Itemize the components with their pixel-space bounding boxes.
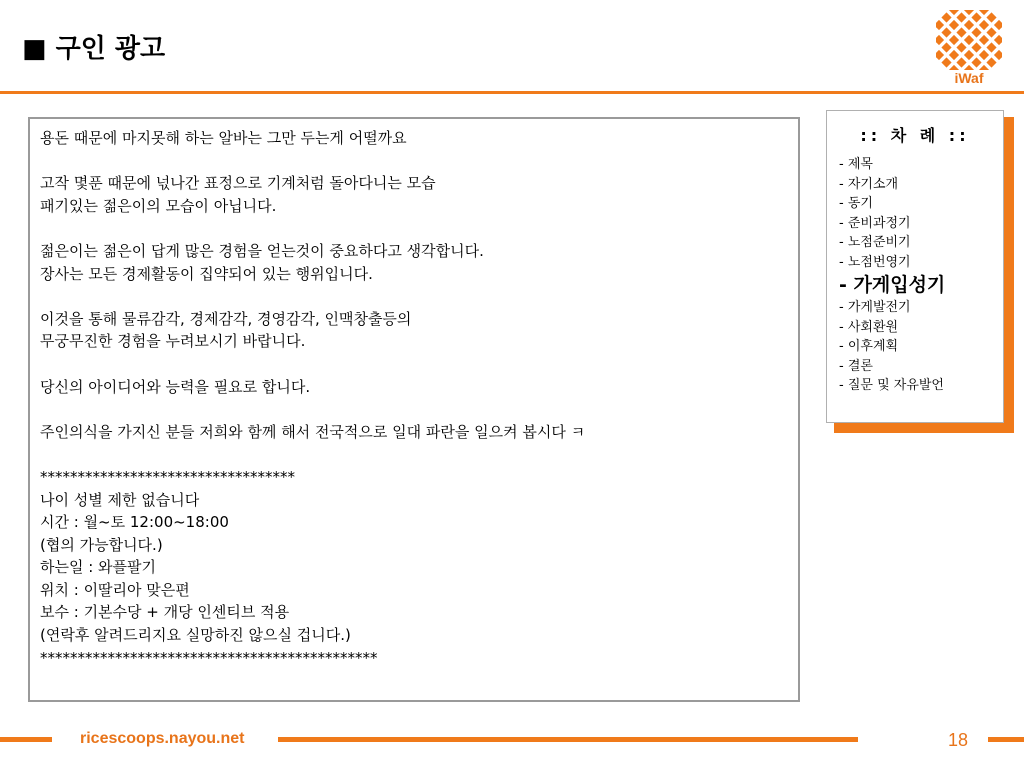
toc-item: - 준비과정기 (839, 215, 911, 231)
logo-cell (956, 12, 966, 22)
logo-cell (971, 12, 981, 22)
text-line: 고작 몇푼 때문에 넋나간 표정으로 기계처럼 돌아다니는 모습 (40, 174, 436, 193)
toc-item: - 결론 (839, 358, 873, 374)
logo-cell (964, 20, 974, 30)
logo-cell (956, 42, 966, 52)
logo-cell (986, 27, 996, 37)
text-line: 이것을 통해 물류감각, 경제감각, 경영감각, 인맥창출등의 (40, 309, 412, 328)
logo-cell (994, 50, 1002, 60)
logo-cell (964, 35, 974, 45)
toc-item: - 가게발전기 (839, 300, 911, 315)
logo-cell (971, 57, 981, 67)
logo-cell (956, 27, 966, 37)
footer-rule-right (988, 737, 1024, 742)
text-line: 패기있는 젊은이의 모습이 아닙니다. (40, 196, 277, 215)
toc-item: - 자기소개 (839, 176, 899, 192)
text-line: ********************************** (40, 467, 295, 486)
text-line (40, 353, 790, 376)
page-number: 18 (948, 730, 969, 750)
text-line: (연락후 알려드리지요 실망하진 않으실 겁니다.) (40, 626, 351, 645)
logo-cell (971, 42, 981, 52)
logo-cell (979, 50, 989, 60)
text-line: (협의 가능합니다.) (40, 535, 163, 554)
logo-cell (936, 35, 944, 45)
toc-header: :: 차 례 :: (860, 126, 970, 145)
logo-cell (949, 20, 959, 30)
text-line: 용돈 때문에 마지못해 하는 알바는 그만 두는게 어떨까요 (40, 129, 407, 147)
toc-item: - 동기 (839, 196, 873, 211)
logo-cell (956, 57, 966, 67)
text-line: 당신의 아이디어와 능력을 필요로 합니다. (40, 377, 311, 396)
logo-cell (941, 12, 951, 22)
footer-rule-left (0, 737, 52, 742)
logo-cell (979, 10, 989, 15)
toc-item: - 사회환원 (839, 319, 899, 335)
iwaf-logo (936, 10, 1002, 90)
logo-cell (971, 27, 981, 37)
logo-cell (949, 35, 959, 45)
text-line (40, 217, 790, 240)
text-line: 하는일 : 와플팔기 (40, 558, 157, 577)
toc-item: - 가게입성기 (839, 274, 946, 296)
text-line: 위치 : 이딸리아 맞은편 (40, 580, 190, 599)
toc-item: - 노점준비기 (839, 235, 911, 250)
table-of-contents (826, 110, 1004, 423)
footer-rule-middle (278, 737, 858, 742)
logo-cell (986, 12, 996, 22)
toc-list (839, 155, 945, 396)
logo-cell (936, 20, 944, 30)
logo-cell (986, 42, 996, 52)
job-ad-text-box (28, 117, 800, 702)
text-line: ********************************************* (40, 648, 378, 667)
text-line (40, 398, 790, 421)
toc-item: - 제목 (839, 157, 873, 172)
logo-cell (994, 20, 1002, 30)
logo-cell (949, 10, 959, 15)
text-line: 보수 : 기본수당 + 개당 인센티브 적용 (40, 603, 290, 622)
toc-item: - 노점번영기 (839, 254, 911, 270)
text-line: 무궁무진한 경험을 누려보시기 바랍니다. (40, 332, 306, 351)
text-line (40, 443, 790, 466)
toc-item: - 질문 및 자유발언 (839, 378, 944, 393)
text-line: 시간 : 월~토 12:00~18:00 (40, 513, 229, 532)
logo-cell (964, 10, 974, 15)
logo-cell (994, 35, 1002, 45)
logo-cell (941, 42, 951, 52)
logo-cell (936, 50, 944, 60)
waffle-logo-icon (936, 10, 1002, 70)
toc-item: - 이후계획 (839, 339, 899, 354)
logo-cell (979, 35, 989, 45)
slide-title: ■ 구인 광고 (22, 34, 166, 64)
logo-cell (986, 57, 996, 67)
logo-cell (941, 27, 951, 37)
title-divider (0, 91, 1024, 94)
text-line: 주인의식을 가지신 분들 저희와 함께 해서 전국적으로 일대 파란을 일으켜 봅시다 ㅋ (40, 422, 586, 441)
logo-cell (979, 20, 989, 30)
text-line (40, 285, 790, 308)
footer-url: ricescoops.nayou.net (80, 730, 245, 747)
logo-text: iWaf (954, 70, 984, 86)
logo-cell (941, 57, 951, 67)
text-line: 장사는 모든 경제활동이 집약되어 있는 행위입니다. (40, 264, 373, 283)
text-line: 나이 성별 제한 없습니다 (40, 490, 200, 509)
text-line (40, 150, 790, 173)
text-line: 젊은이는 젊은이 답게 많은 경험을 얻는것이 중요하다고 생각합니다. (40, 241, 484, 260)
logo-cell (964, 50, 974, 60)
job-ad-text (40, 127, 790, 669)
logo-cell (949, 50, 959, 60)
